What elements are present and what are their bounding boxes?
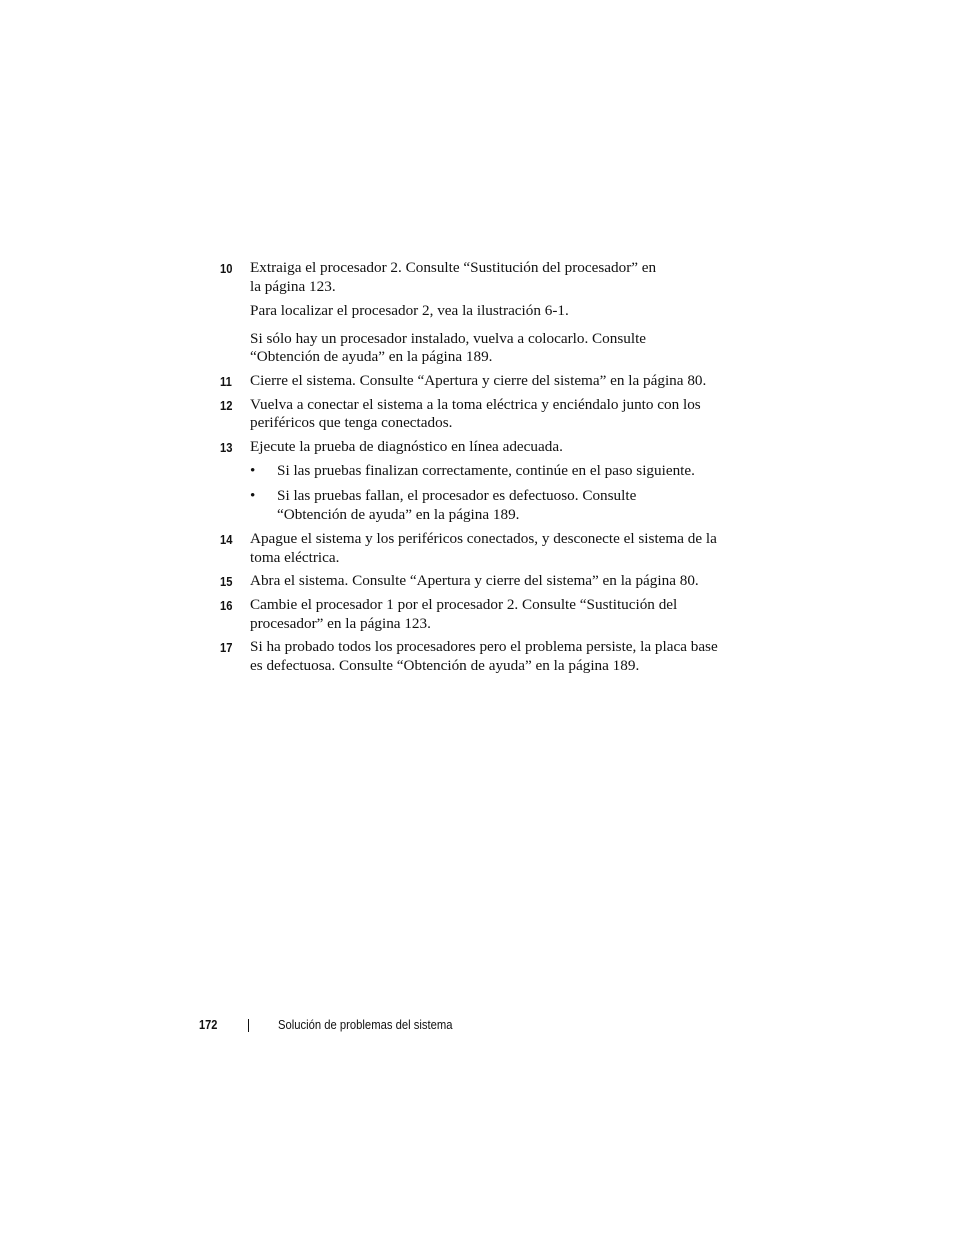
step-17 [220,638,720,675]
bullet-text: Si las pruebas finalizan correctamente, continúe en el paso siguiente. [277,462,695,480]
step-number: 17 [220,640,233,656]
step-text: Cambie el procesador 1 por el procesador 2. Consulte “Sustitución del procesador” en la página 123. [250,595,678,632]
step-text: Cierre el sistema. Consulte “Apertura y cierre del sistema” en la página 80. [250,371,707,389]
step-15 [220,572,720,591]
step-14 [220,530,720,567]
bullet-text: Si las pruebas fallan, el procesador es defectuoso. Consulte “Obtención de ayuda” en la página 189. [277,486,637,523]
step-11 [220,372,720,391]
list-item [250,462,720,481]
step-text: Extraiga el procesador 2. Consulte “Sustitución del procesador” en la página 123. [250,259,657,295]
step-note: Si sólo hay un procesador instalado, vuelva a colocarlo. Consulte “Obtención de ayuda” en la página 189. [250,329,647,366]
step-number: 15 [220,574,233,590]
step-number: 14 [220,532,233,548]
page-body [220,259,720,680]
bullet-icon: • [250,486,256,504]
step-number: 13 [220,439,233,455]
step-text: Apague el sistema y los periféricos conectados, y desconecte el sistema de la toma eléctrica. [250,530,717,566]
step-number: 10 [220,261,233,276]
step-text: Si ha probado todos los procesadores pero el problema persiste, la placa base es defectuosa. Consulte “Obtención de ayuda” en la página 189. [250,638,718,674]
step-text: Ejecute la prueba de diagnóstico en línea adecuada. [250,437,563,455]
step-note: Para localizar el procesador 2, vea la ilustración 6-1. [250,302,569,320]
list-item [250,487,720,524]
step-number: 11 [220,373,232,389]
bullet-list [250,462,720,524]
step-12 [220,396,720,433]
footer-section-title: Solución de problemas del sistema [278,1018,453,1032]
step-13 [220,438,720,524]
step-text: Vuelva a conectar el sistema a la toma eléctrica y enciéndalo junto con los periféricos que tenga conectados. [250,395,701,432]
bullet-icon: • [250,462,256,480]
step-16 [220,596,720,633]
step-10 [220,259,720,367]
step-number: 16 [220,597,233,613]
page-number: 172 [199,1018,218,1032]
step-number: 12 [220,397,233,413]
footer-divider [248,1019,249,1032]
step-text: Abra el sistema. Consulte “Apertura y cierre del sistema” en la página 80. [250,572,699,590]
